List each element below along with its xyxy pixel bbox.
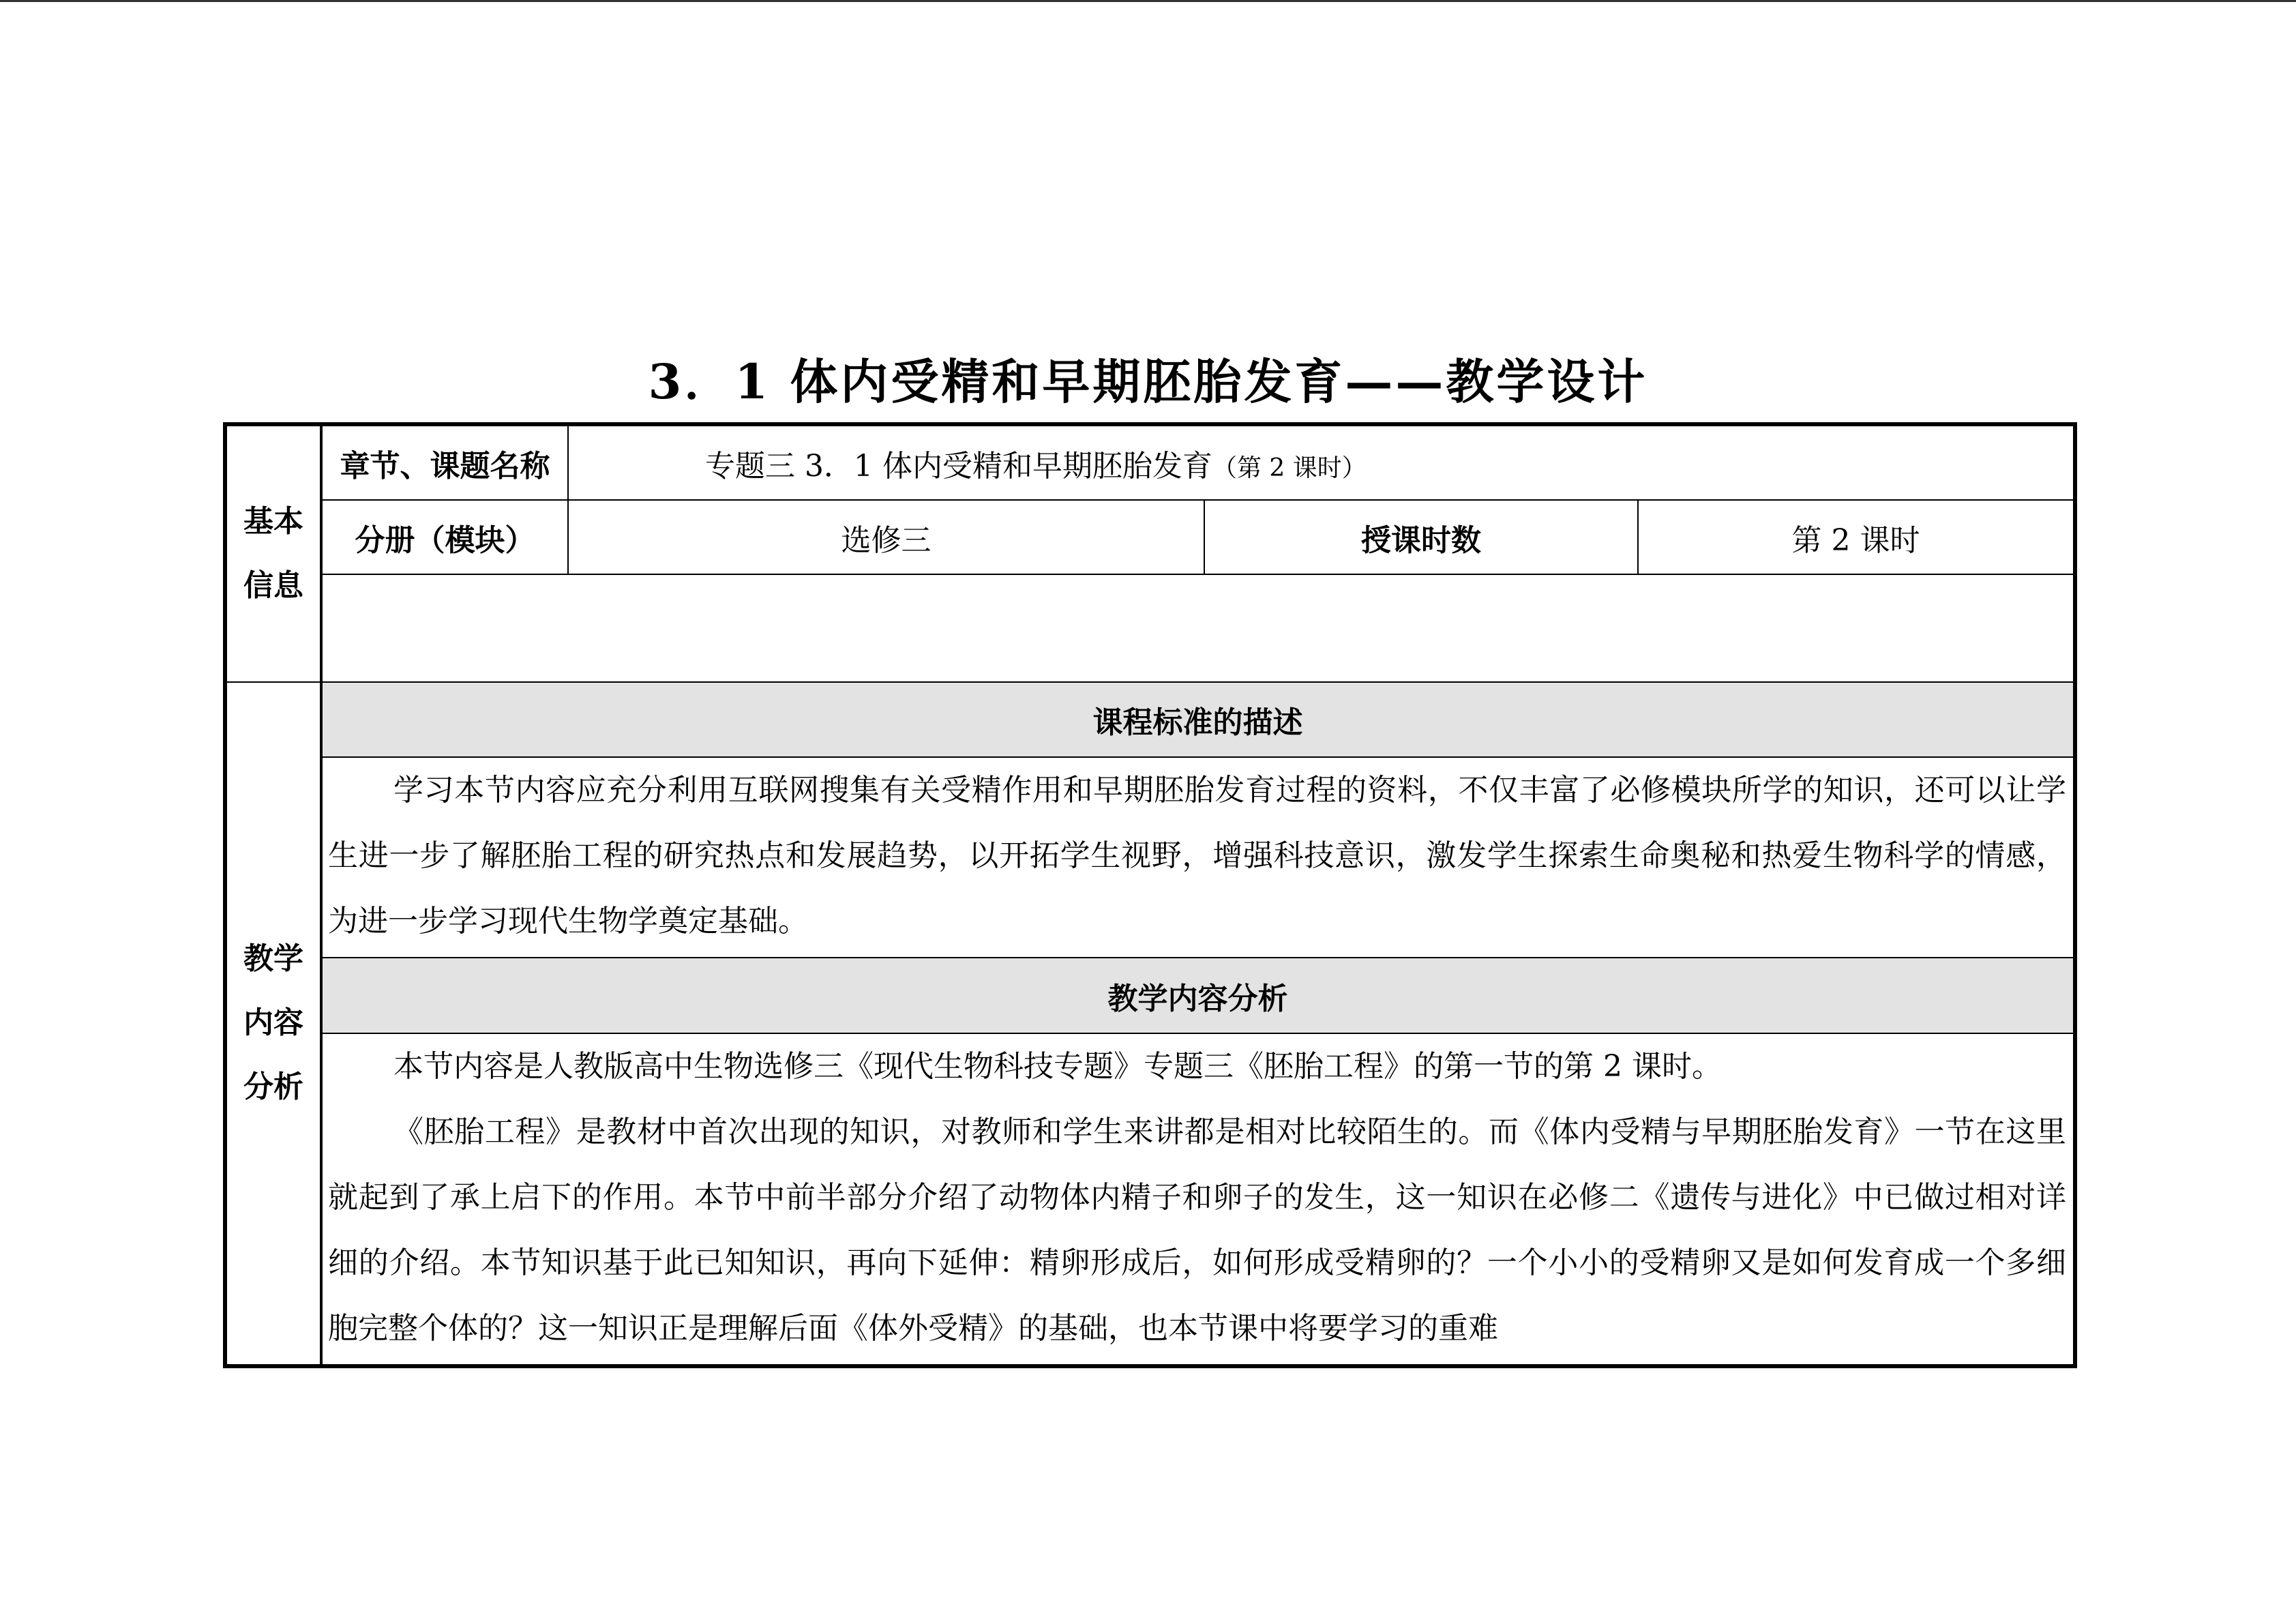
chapter-value-cell xyxy=(568,424,2075,500)
content-analysis-label-text: 教学内容分析 xyxy=(243,941,303,1105)
basic-info-label-text: 基本信息 xyxy=(243,503,303,603)
basic-info-empty-row xyxy=(225,574,2075,682)
lesson-design-table xyxy=(223,422,2077,1368)
standard-text: 学习本节内容应充分利用互联网搜集有关受精作用和早期胚胎发育过程的资料，不仅丰富了必修模块所学的知识，还可以让学生进一步了解胚胎工程的研究热点和发展趋势，以开拓学生视野，增强科技意识，激发学生探索生命奥秘和热爱生物科学的情感，为进一步学习现代生物学奠定基础。 xyxy=(328,773,2067,939)
analysis-paragraph-2: 《胚胎工程》是教材中首次出现的知识，对教师和学生来讲都是相对比较陌生的。而《体内受精与早期胚胎发育》一节在这里就起到了承上启下的作用。本节中前半部分介绍了动物体内精子和卵子的发生，这一知识在必修二《遗传与进化》中已做过相对详细的介绍。本节知识基于此已知知识，再向下延伸：精卵形成后，如何形成受精卵的？一个小小的受精卵又是如何发育成一个多细胞完整个体的？这一知识正是理解后面《体外受精》的基础，也本节课中将要学习的重难 xyxy=(328,1114,2067,1346)
volume-label: 分册（模块） xyxy=(321,500,568,574)
analysis-text-cell xyxy=(321,1033,2075,1366)
standard-heading-row xyxy=(225,682,2075,757)
standard-text-cell xyxy=(321,757,2075,958)
analysis-text-clip xyxy=(328,1034,2066,1355)
chapter-label: 章节、课题名称 xyxy=(321,424,568,500)
analysis-paragraph-1: 本节内容是人教版高中生物选修三《现代生物科技专题》专题三《胚胎工程》的第一节的第 2 课时。 xyxy=(393,1048,1722,1084)
hours-value: 第 2 课时 xyxy=(1638,500,2075,574)
chapter-note: （第 2 课时） xyxy=(1212,454,1367,482)
basic-info-label xyxy=(225,424,321,682)
document-title: 3．1 体内受精和早期胚胎发育——教学设计 xyxy=(648,353,1648,410)
hours-label: 授课时数 xyxy=(1204,500,1638,574)
chapter-row xyxy=(225,424,2075,500)
analysis-text-row xyxy=(225,1033,2075,1366)
volume-value: 选修三 xyxy=(568,500,1204,574)
analysis-heading: 教学内容分析 xyxy=(321,958,2075,1033)
page-top-border xyxy=(0,0,2296,2)
standard-text-row xyxy=(225,757,2075,958)
chapter-value: 专题三 3．1 体内受精和早期胚胎发育 xyxy=(705,448,1212,484)
analysis-heading-row xyxy=(225,958,2075,1033)
volume-row xyxy=(225,500,2075,574)
standard-heading: 课程标准的描述 xyxy=(321,682,2075,757)
basic-info-empty-cell xyxy=(321,574,2075,682)
content-analysis-label xyxy=(225,682,321,1366)
